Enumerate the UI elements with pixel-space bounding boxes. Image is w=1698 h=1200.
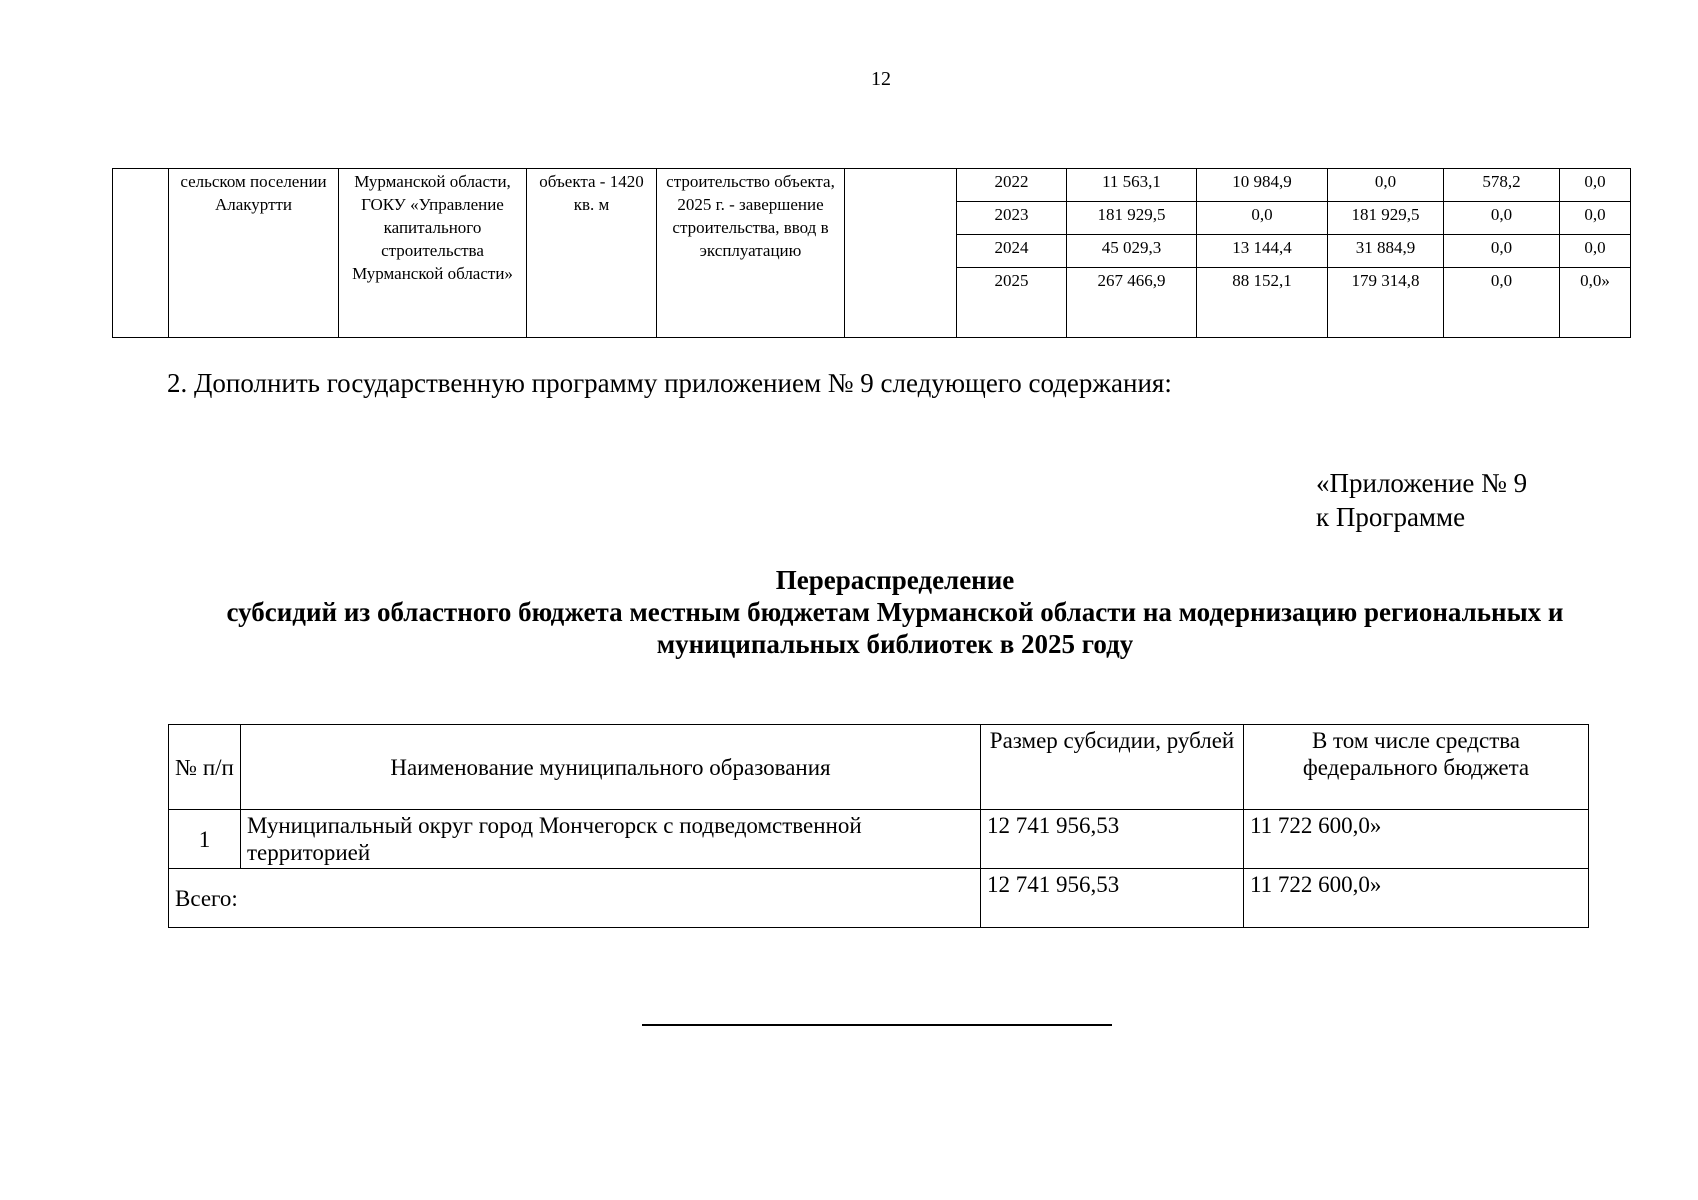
total-row — [169, 869, 1589, 928]
table-row — [169, 810, 1589, 869]
year-cell: 2023 — [957, 202, 1067, 235]
page-number: 12 — [871, 68, 891, 90]
appendix-reference — [1316, 466, 1527, 534]
total-amount: 12 741 956,53 — [981, 869, 1244, 928]
year-cell: 2024 — [957, 235, 1067, 268]
value-cell: 0,0 — [1328, 169, 1444, 202]
row-amount: 12 741 956,53 — [981, 810, 1244, 869]
value-cell: 0,0 — [1444, 268, 1560, 338]
value-cell: 181 929,5 — [1328, 202, 1444, 235]
text-cell: строительство объекта, 2025 г. - завершение строительства, ввод в эксплуатацию — [657, 169, 845, 338]
row-name: Муниципальный округ город Мончегорск с подведомственной территорией — [241, 810, 981, 869]
appendix-line: «Приложение № 9 — [1316, 468, 1528, 498]
title-line: Перераспределение — [775, 565, 1015, 595]
value-cell: 13 144,4 — [1197, 235, 1328, 268]
empty-cell — [845, 169, 957, 338]
value-cell: 267 466,9 — [1067, 268, 1197, 338]
header-num: № п/п — [169, 725, 241, 810]
value-cell: 11 563,1 — [1067, 169, 1197, 202]
value-cell: 10 984,9 — [1197, 169, 1328, 202]
header-federal: В том числе средства федерального бюджета — [1244, 725, 1589, 810]
header-name: Наименование муниципального образования — [241, 725, 981, 810]
value-cell: 0,0 — [1444, 202, 1560, 235]
total-label: Всего: — [169, 869, 981, 928]
value-cell: 179 314,8 — [1328, 268, 1444, 338]
empty-cell — [113, 169, 169, 338]
year-cell: 2022 — [957, 169, 1067, 202]
text-cell: Мурманской области, ГОКУ «Управление капитального строительства Мурманской области» — [339, 169, 527, 338]
appendix-line: к Программе — [1316, 502, 1466, 532]
value-cell: 578,2 — [1444, 169, 1560, 202]
document-title — [140, 564, 1650, 660]
row-num: 1 — [169, 810, 241, 869]
title-line: субсидий из областного бюджета местным бюджетам Мурманской области на модернизацию региональных и — [226, 597, 1564, 627]
value-cell: 0,0 — [1560, 235, 1631, 268]
value-cell: 0,0 — [1197, 202, 1328, 235]
value-cell: 31 884,9 — [1328, 235, 1444, 268]
value-cell: 0,0 — [1560, 202, 1631, 235]
construction-funding-table — [112, 168, 1631, 338]
value-cell: 0,0 — [1444, 235, 1560, 268]
value-cell: 0,0» — [1560, 268, 1631, 338]
total-federal: 11 722 600,0» — [1244, 869, 1589, 928]
title-line: муниципальных библиотек в 2025 году — [656, 629, 1134, 659]
text-cell: объекта - 1420 кв. м — [527, 169, 657, 338]
table-row — [113, 169, 1631, 202]
amendment-paragraph: 2. Дополнить государственную программу приложением № 9 следующего содержания: — [167, 368, 1172, 398]
header-amount: Размер субсидии, рублей — [981, 725, 1244, 810]
row-federal: 11 722 600,0» — [1244, 810, 1589, 869]
value-cell: 0,0 — [1560, 169, 1631, 202]
year-cell: 2025 — [957, 268, 1067, 338]
value-cell: 88 152,1 — [1197, 268, 1328, 338]
subsidy-table — [168, 724, 1589, 928]
value-cell: 45 029,3 — [1067, 235, 1197, 268]
text-cell: сельском поселении Алакуртти — [169, 169, 339, 338]
table-header-row — [169, 725, 1589, 810]
end-separator-line — [642, 1024, 1112, 1026]
value-cell: 181 929,5 — [1067, 202, 1197, 235]
